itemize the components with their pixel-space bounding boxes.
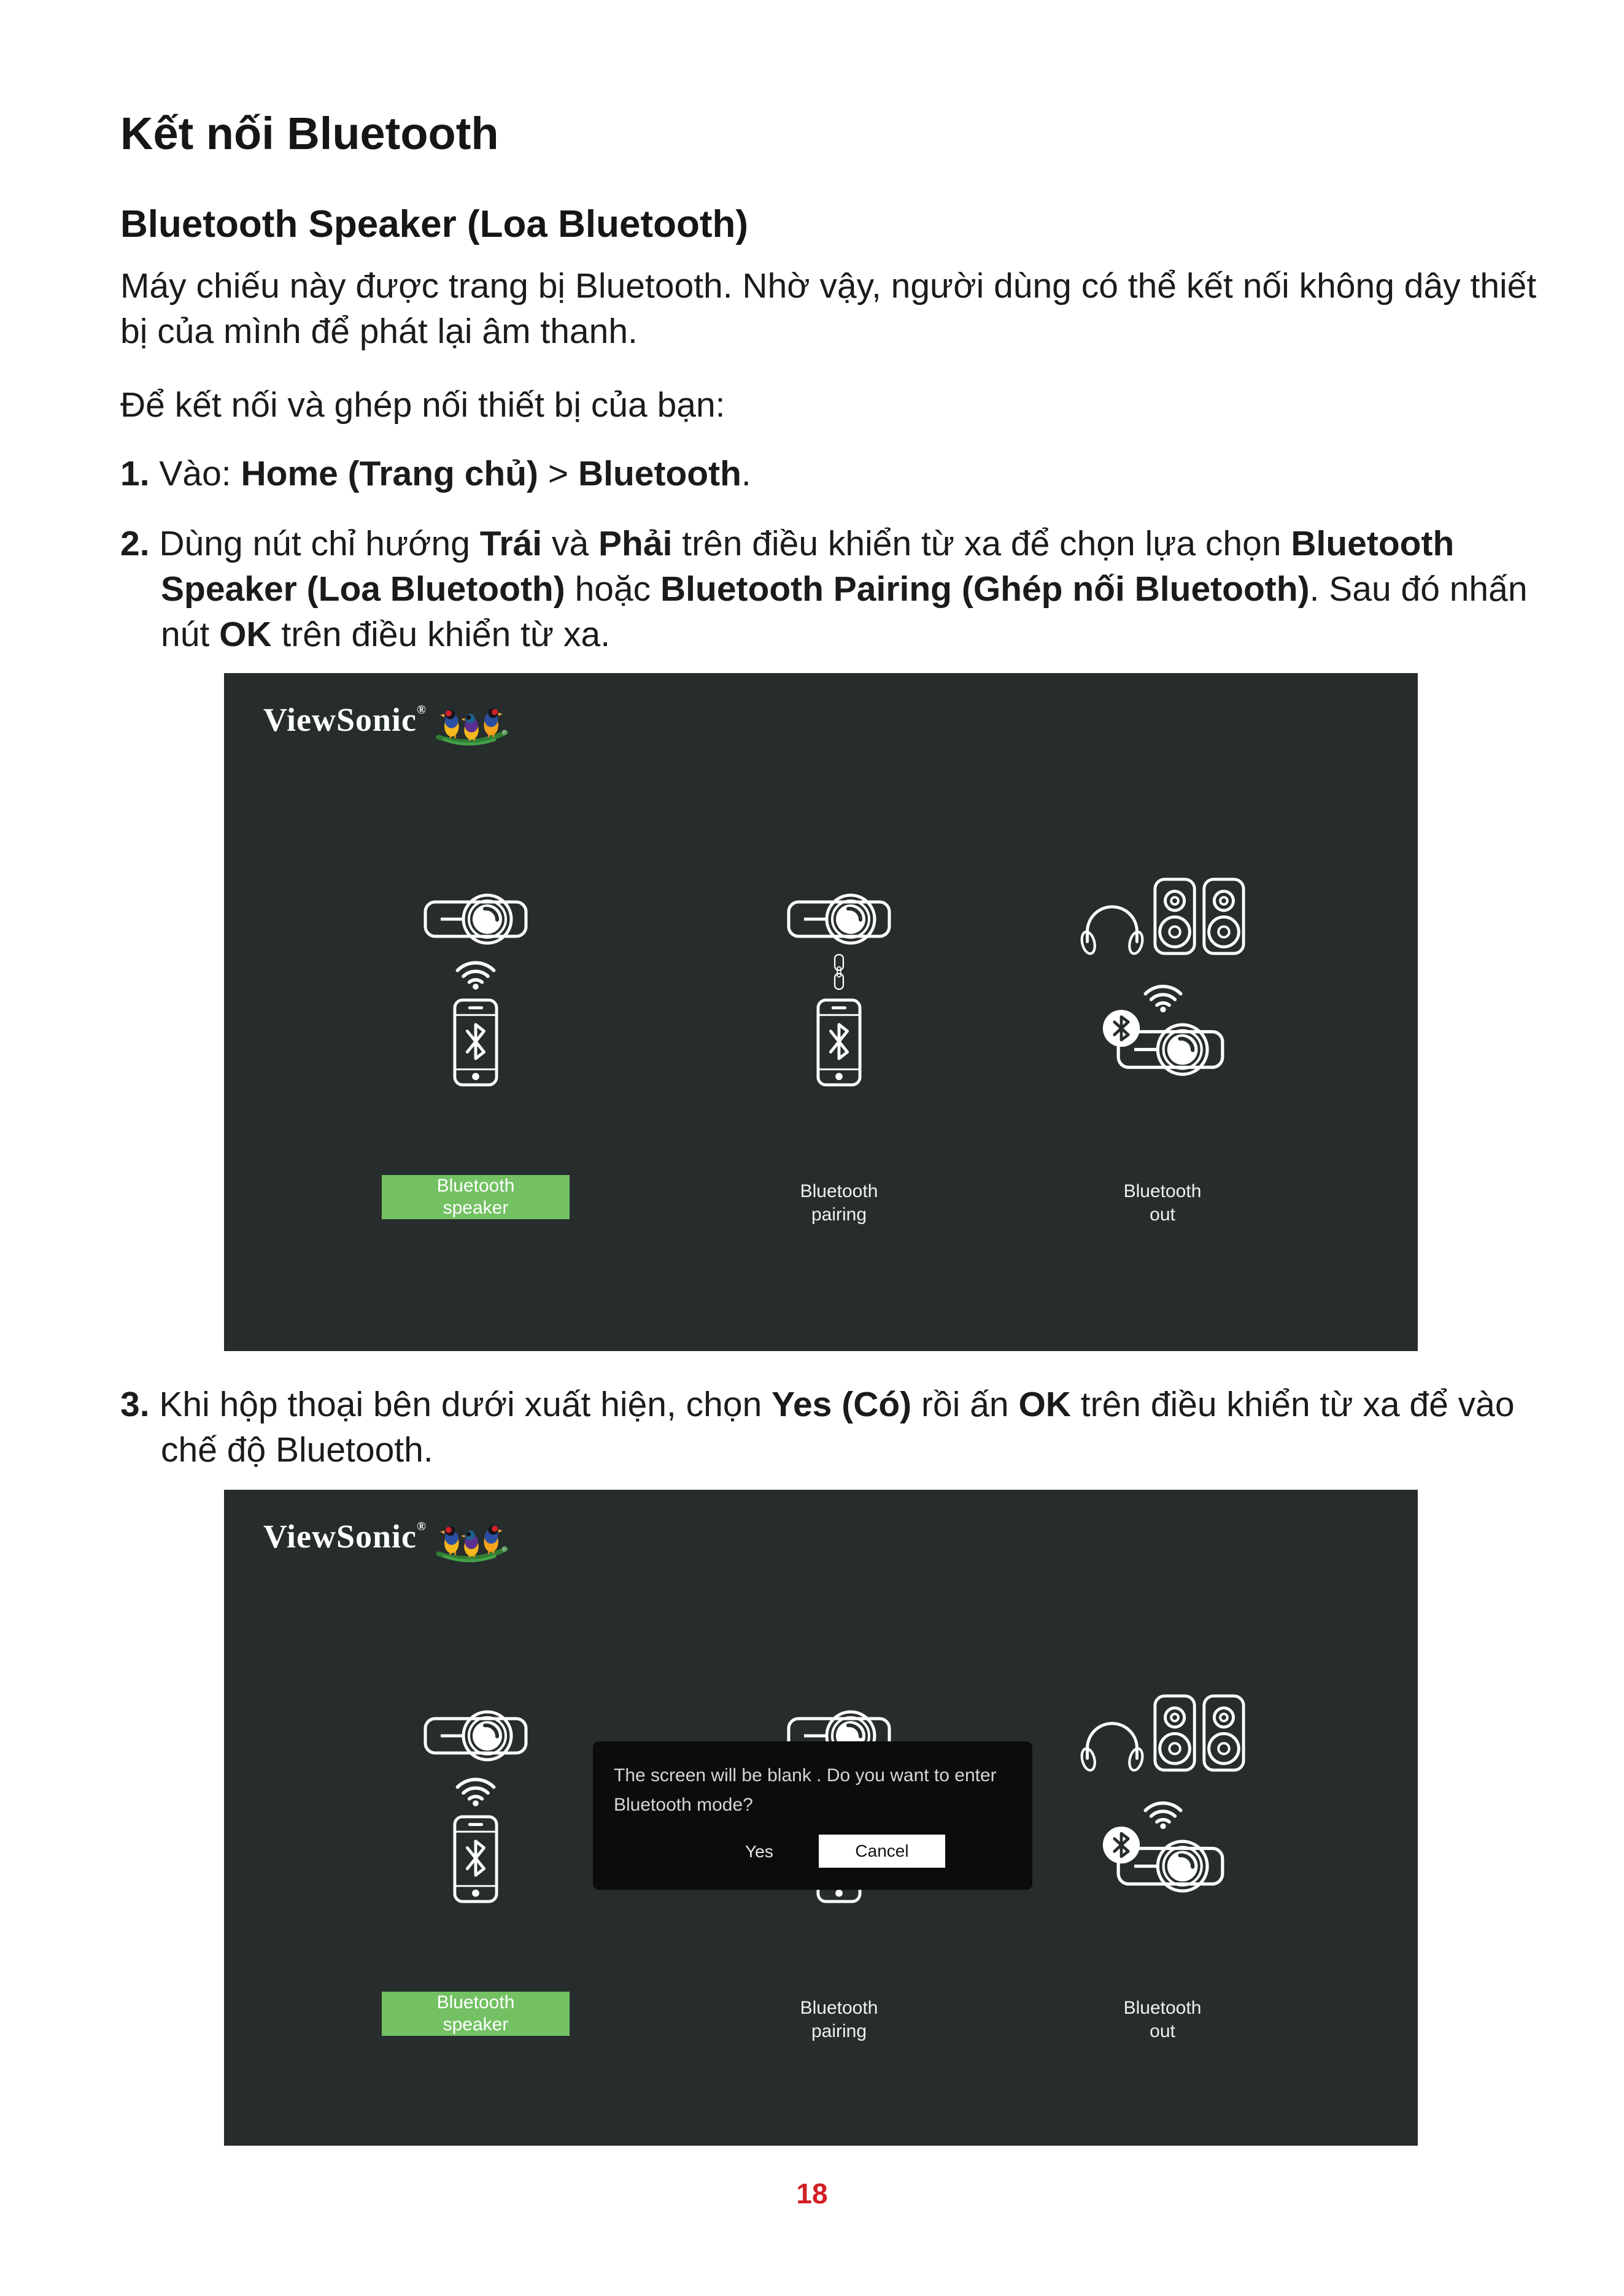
- step-text-bold: OK: [219, 615, 272, 654]
- option-label: Bluetooth speaker: [436, 1176, 515, 1218]
- step-text: Khi hộp thoại bên dưới xuất hiện, chọn: [149, 1385, 772, 1424]
- bluetooth-pairing-option[interactable]: Bluetooth pairing: [800, 1998, 878, 2041]
- dialog-cancel-button[interactable]: Cancel: [819, 1835, 945, 1868]
- viewsonic-logo: [263, 1518, 509, 1566]
- step-text: Dùng nút chỉ hướng: [149, 524, 480, 563]
- step-text-bold: Bluetooth Pairing (Ghép nối Bluetooth): [660, 569, 1310, 609]
- dialog-yes-button[interactable]: Yes: [745, 1842, 773, 1861]
- step-text: .: [741, 454, 751, 493]
- audio-devices-row: [1080, 877, 1246, 956]
- bluetooth-speaker-illustration: [382, 893, 570, 1087]
- projector-icon: [787, 893, 891, 946]
- registered-mark: ®: [417, 1520, 427, 1533]
- phone-bluetooth-icon: [452, 998, 499, 1087]
- dialog-message: The screen will be blank . Do you want to enter Bluetooth mode?: [614, 1765, 997, 1815]
- headphones-icon: [1080, 1717, 1144, 1773]
- section-subtitle: Bluetooth Speaker (Loa Bluetooth): [120, 203, 748, 245]
- step-number: 1.: [120, 454, 150, 493]
- intro-paragraph: Máy chiếu này được trang bị Bluetooth. Nhờ vậy, người dùng có thể kết nối không dây thiết bị của mình để phát lại âm thanh.: [120, 266, 1537, 351]
- bluetooth-pairing-illustration: [745, 893, 933, 1087]
- bluetooth-out-option[interactable]: Bluetooth out: [1123, 1181, 1202, 1225]
- bluetooth-circle-icon: [1102, 1009, 1141, 1048]
- bluetooth-pairing-option[interactable]: Bluetooth pairing: [800, 1181, 878, 1225]
- brand-text: ViewSonic: [263, 1518, 417, 1555]
- bluetooth-out-illustration: [1080, 1693, 1246, 1894]
- step-text-bold: Yes (Có): [771, 1385, 912, 1424]
- step-2: [120, 521, 1559, 657]
- headphones-icon: [1080, 900, 1144, 956]
- step-text-bold: Bluetooth Speaker (Loa Bluetooth): [161, 524, 1455, 609]
- pairing-link-icon: [831, 953, 847, 990]
- step-number: 3.: [120, 1385, 150, 1424]
- option-label: Bluetooth speaker: [436, 1992, 515, 2035]
- step-text-bold: Home (Trang chủ): [241, 454, 539, 493]
- bluetooth-out-option[interactable]: Bluetooth out: [1123, 1998, 1202, 2041]
- viewsonic-logo: [263, 701, 509, 749]
- wifi-signal-icon: [454, 1771, 498, 1806]
- bluetooth-out-illustration: [1080, 877, 1246, 1077]
- step-text: Vào:: [149, 454, 241, 493]
- registered-mark: ®: [417, 703, 427, 717]
- viewsonic-birds-logo-icon: [435, 1516, 509, 1566]
- stereo-speakers-icon: [1153, 1693, 1246, 1773]
- wifi-signal-icon: [1142, 978, 1185, 1012]
- projector-screenshot-1: [224, 673, 1418, 1351]
- audio-devices-row: [1080, 1693, 1246, 1773]
- page-number: 18: [796, 2178, 828, 2209]
- step-text-bold: Phải: [598, 524, 673, 563]
- projector-bluetooth-out: [1102, 1009, 1224, 1077]
- projector-icon: [423, 893, 528, 946]
- bluetooth-circle-icon: [1102, 1825, 1141, 1865]
- step-text: trên điều khiển từ xa để chọn lựa chọn: [672, 524, 1291, 563]
- step-text-bold: Trái: [479, 524, 543, 563]
- viewsonic-wordmark: [263, 1518, 427, 1555]
- projector-screenshot-2: [224, 1490, 1418, 2146]
- step-number: 2.: [120, 524, 150, 563]
- viewsonic-birds-logo-icon: [435, 699, 509, 749]
- bluetooth-speaker-illustration: [382, 1709, 570, 1903]
- phone-bluetooth-icon: [452, 1815, 499, 1903]
- step-3: [120, 1382, 1559, 1473]
- step-text: và: [542, 524, 599, 563]
- step-text: >: [538, 454, 578, 493]
- step-text: trên điều khiển từ xa để vào chế độ Bluetooth.: [161, 1385, 1515, 1470]
- step-1: [120, 451, 1559, 496]
- wifi-signal-icon: [454, 954, 498, 990]
- step-text: hoặc: [565, 569, 661, 609]
- step-text-bold: Bluetooth: [578, 454, 741, 493]
- bluetooth-mode-dialog: [593, 1741, 1032, 1890]
- wifi-signal-icon: [1142, 1795, 1185, 1829]
- stereo-speakers-icon: [1153, 877, 1246, 956]
- viewsonic-wordmark: [263, 701, 427, 738]
- step-text: rồi ấn: [911, 1385, 1019, 1424]
- phone-bluetooth-icon: [816, 998, 862, 1087]
- step-text: . Sau đó nhấn nút: [161, 569, 1528, 654]
- bluetooth-speaker-option[interactable]: [382, 1175, 570, 1219]
- connect-lead: Để kết nối và ghép nối thiết bị của bạn:: [120, 385, 725, 425]
- projector-bluetooth-out: [1102, 1825, 1224, 1894]
- page-title: Kết nối Bluetooth: [120, 108, 499, 159]
- step-text-bold: OK: [1018, 1385, 1071, 1424]
- bluetooth-speaker-option[interactable]: [382, 1992, 570, 2036]
- brand-text: ViewSonic: [263, 701, 417, 738]
- step-text: trên điều khiển từ xa.: [271, 615, 611, 654]
- projector-icon: [423, 1709, 528, 1762]
